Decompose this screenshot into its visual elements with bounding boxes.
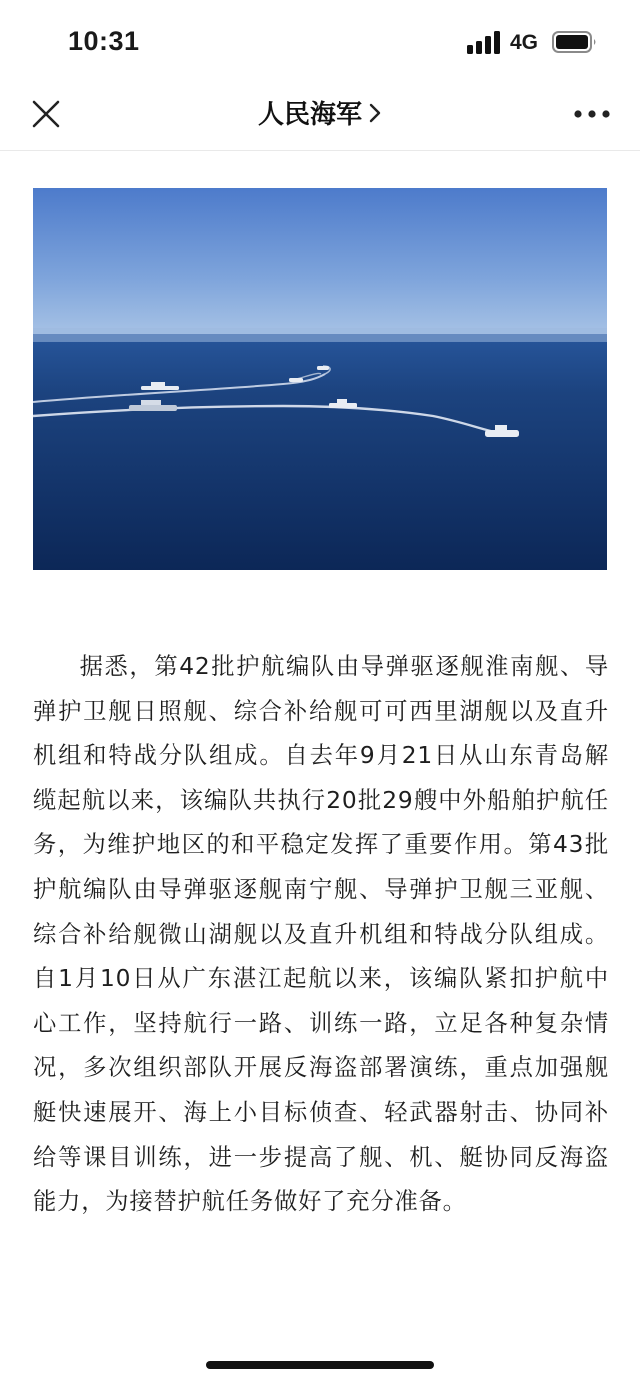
more-horizontal-icon[interactable] [570,102,614,126]
signal-icon [466,30,502,54]
home-indicator[interactable] [206,1361,434,1369]
battery-icon [552,30,598,54]
nav-title-wrap [0,94,640,131]
status-time: 10:31 [68,26,140,56]
status-bar [0,0,640,80]
article-paragraph: 据悉，第42批护航编队由导弹驱逐舰淮南舰、导弹护卫舰日照舰、综合补给舰可可西里湖舰以及直升机组和特战分队组成。自去年9月21日从山东青岛解缆起航以来，该编队共执行20批29艘中外船舶护航任务，为维护地区的和平稳定发挥了重要作用。第43批护航编队由导弹驱逐舰南宁舰、导弹护卫舰三亚舰、综合补给舰微山湖舰以及直升机组和特战分队组成。自1月10日从广东湛江起航以来，该编队紧扣护航中心工作，坚持航行一路、训练一路，立足各种复杂情况，多次组织部队开展反海盗部署演练，重点加强舰艇快速展开、海上小目标侦查、轻武器射击、协同补给等课目训练，进一步提高了舰、机、艇协同反海盗能力，为接替护航任务做好了充分准备。 [33,653,609,1216]
account-title-link[interactable] [258,94,382,131]
account-title: 人民海军 [257,100,362,130]
nav-bar [0,80,640,151]
naval-fleet-photo [33,188,607,570]
network-label: 4G [510,31,539,54]
naval-fleet-illustration [33,188,607,570]
chevron-right-icon [368,102,382,124]
